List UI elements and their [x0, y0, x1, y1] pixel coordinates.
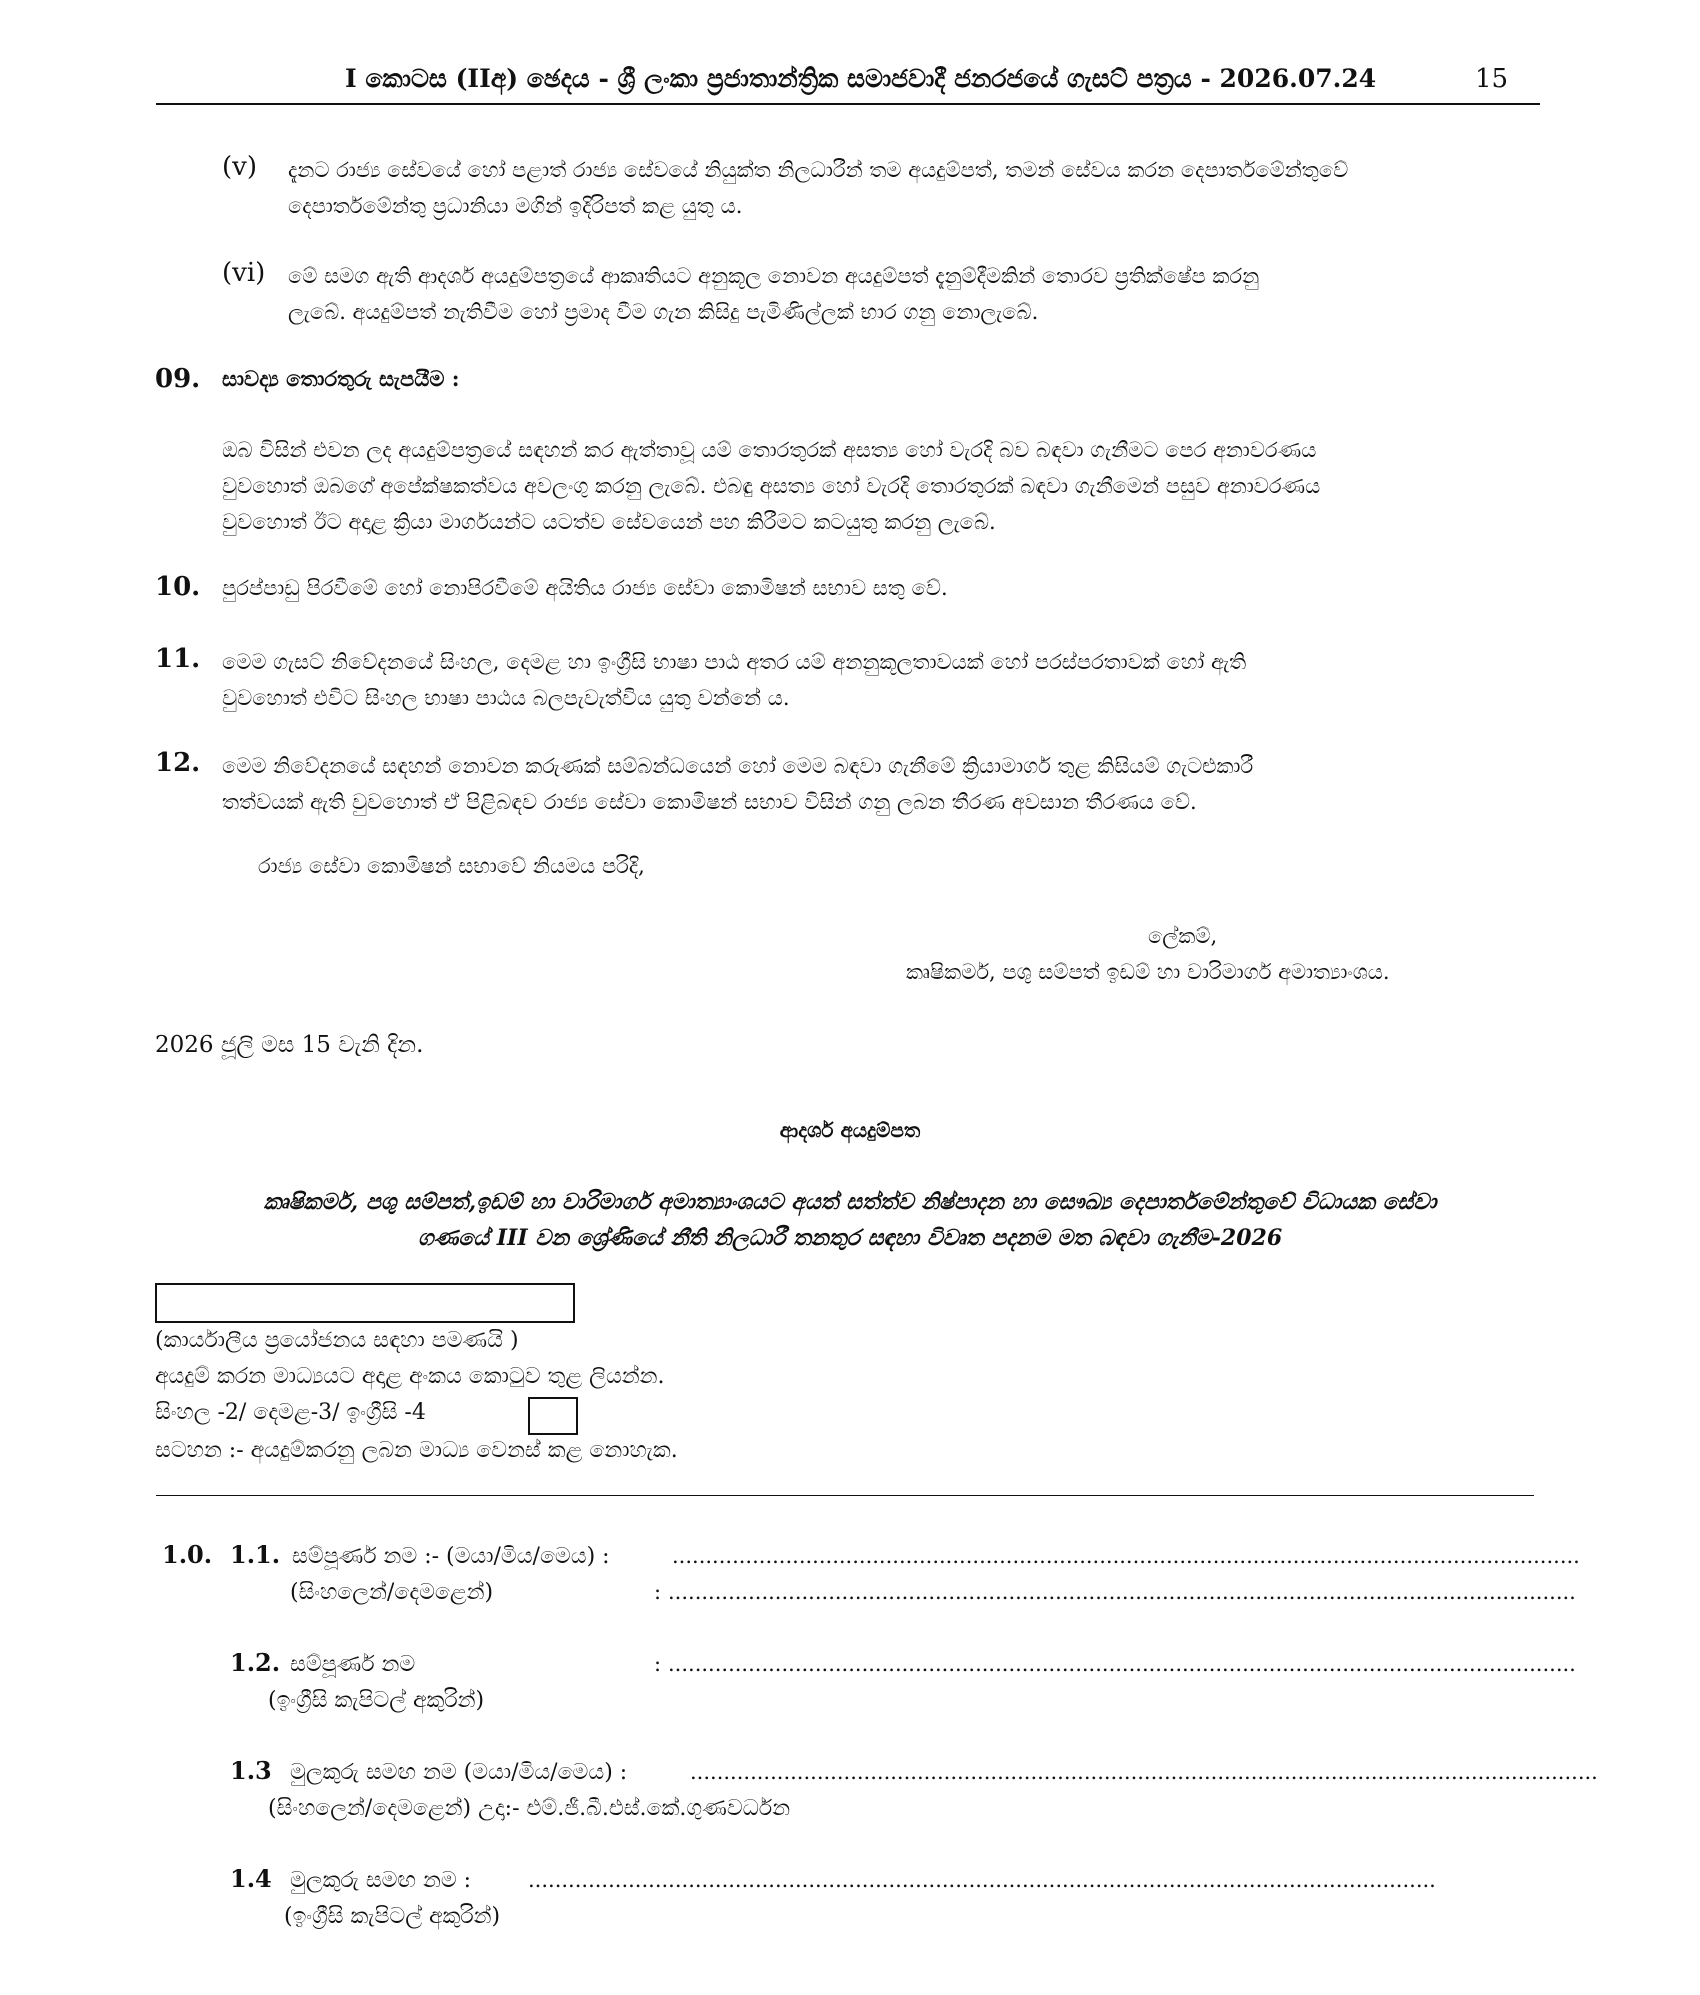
- field-1-3-sublabel: (සිංහලෙන්/දෙමළෙන්) උදා:- එම්.ජී.බී.එස්.කේ.ගුණවර්ධන: [268, 1796, 791, 1821]
- field-1-2-label: සම්පූර්ණ නම: [290, 1652, 416, 1677]
- field-1-2-colon: :: [654, 1652, 662, 1676]
- form-divider: [156, 1495, 1534, 1496]
- medium-options: සිංහල -2/ දෙමළ-3/ ඉංග්‍රීසි -4: [155, 1400, 426, 1425]
- field-1-3-input-line[interactable]: ........................................................................................................................................: [690, 1760, 1598, 1784]
- section-11-line-1: මෙම ගැසට් නිවේදනයේ සිංහල, දෙමළ හා ඉංග්‍රීසි භාෂා පාඨ අතර යම් අනනුකූලතාවයක් හෝ පරස්පරතාවක් හෝ ඇති: [222, 650, 1247, 674]
- section-12-line-2: තත්වයක් ඇති වුවහොත් ඒ පිළිබඳව රාජ්‍ය සේවා කොමිෂන් සභාව විසින් ගනු ලබන තීරණ අවසාන තීරණය වේ.: [222, 790, 1197, 814]
- section-10-number: 10.: [155, 572, 201, 602]
- medium-note: සටහන :- අයදුම්කරනු ලබන මාධ්‍ය වෙනස් කළ නොහැක.: [155, 1438, 678, 1463]
- item-v-line-2: දෙපාර්තමේන්තු ප්‍රධානියා මගින් ඉදිරිපත් කළ යුතු ය.: [288, 194, 743, 218]
- page-header-title: I කොටස (IIඅ) ඡෙදය - ශ්‍රී ලංකා ප්‍රජාතාන්ත්‍රික සමාජවාදී ජනරජයේ ගැසට් පත්‍රය - 2026.07.24: [345, 64, 1377, 93]
- section-11-line-2: වුවහොත් එවිට සිංහල භාෂා පාඨය බලපැවැත්විය යුතු වන්නේ ය.: [222, 686, 790, 710]
- item-vi-text: [288, 258, 1540, 330]
- header-rule: [156, 103, 1540, 105]
- field-1-3-label: මුලකුරු සමඟ නම (මයා/මිය/මෙය) :: [290, 1760, 628, 1785]
- section-09-number: 09.: [155, 364, 201, 394]
- form-subtitle: [120, 1184, 1580, 1256]
- field-1-3-number: 1.3: [230, 1756, 272, 1785]
- section-09-line-3: වුවහොත් ඊට අදාළ ක්‍රියා මාර්ගයන්ට යටත්ව සේවයෙන් පහ කිරීමට කටයුතු කරනු ලැබේ.: [222, 510, 996, 534]
- section-11-text: [222, 644, 1540, 716]
- field-1-1-sublabel: (සිංහලෙන්/දෙමළෙන්): [290, 1580, 494, 1605]
- field-1-1-colon-2: :: [654, 1580, 662, 1604]
- form-heading: ආදර්ශ අයදුම්පත: [779, 1118, 921, 1142]
- medium-instruction: අයදුම් කරන මාධ්‍යයට අදාළ අංකය කොටුව තුළ ලියන්න.: [155, 1364, 665, 1389]
- section-12-text: [222, 748, 1540, 820]
- signatory-title: ලේකම්,: [1148, 924, 1218, 948]
- office-use-box[interactable]: [155, 1283, 575, 1323]
- section-10-text: පුරප්පාඩු පිරවීමේ හෝ නොපිරවීමේ අයිතිය රාජ්‍ය සේවා කොමිෂන් සභාව සතු වේ.: [222, 576, 948, 600]
- notice-date: 2026 ජූලි මස 15 වැනි දින.: [155, 1032, 424, 1058]
- section-11-number: 11.: [155, 644, 201, 674]
- section-09-line-2: වුවහොත් ඔබගේ අපේක්ෂකත්වය අවලංගු කරනු ලැබේ. එබඳු අසත්‍ය හෝ වැරදි තොරතුරක් බඳවා ගැනීමෙන් පසුව අනාවරණය: [222, 474, 1321, 498]
- field-1-1-input-line[interactable]: ........................................................................................................................................: [672, 1544, 1580, 1568]
- field-1-4-number: 1.4: [230, 1864, 272, 1893]
- medium-code-box[interactable]: [528, 1397, 578, 1435]
- signatory-ministry: කෘෂිකර්ම, පශු සම්පත් ඉඩම් හා වාරිමාර්ග අමාත්‍යාංශය.: [906, 960, 1390, 984]
- field-1-0-number: 1.0.: [162, 1540, 213, 1569]
- item-vi-line-1: මේ සමග ඇති ආදර්ශ අයදුම්පත්‍රයේ ආකෘතියට අනුකූල නොවන අයදුම්පත් දැනුම්දීමකින් තොරව ප්‍රතික්ෂේප කරනු: [288, 264, 1260, 288]
- field-1-1-label: සම්පූර්ණ නම :- (මයා/මිය/මෙය) :: [292, 1544, 610, 1569]
- office-use-label: (කාර්යාලීය ප්‍රයෝජනය සඳහා පමණයි ): [155, 1328, 519, 1353]
- section-09-text: [222, 432, 1540, 540]
- section-12-line-1: මෙම නිවේදනයේ සඳහන් නොවන කරුණක් සම්බන්ධයෙන් හෝ මෙම බඳවා ගැනීමේ ක්‍රියාමාර්ග තුළ කිසියම් ගැටළුකාරී: [222, 754, 1254, 778]
- field-1-4-sublabel: (ඉංග්‍රීසි කැපිටල් අකුරින්): [284, 1904, 501, 1929]
- item-vi-number: (vi): [222, 258, 266, 288]
- field-1-2-number: 1.2.: [230, 1648, 281, 1677]
- field-1-4-input-line[interactable]: ........................................................................................................................................: [528, 1868, 1436, 1892]
- field-1-2-sublabel: (ඉංග්‍රීසි කැපිටල් අකුරින්): [268, 1688, 485, 1713]
- commission-order: රාජ්‍ය සේවා කොමිෂන් සභාවේ නියමය පරිදි,: [258, 854, 645, 878]
- section-12-number: 12.: [155, 748, 201, 778]
- form-subtitle-line-1: කෘෂිකර්ම, පශු සම්පත්,ඉඩම් හා වාරිමාර්ග අමාත්‍යාංශයට අයත් සත්ත්ව නිෂ්පාදන හා සෞඛ්‍ය දෙපාර්තමේන්තුවේ විධායක සේවා: [263, 1189, 1437, 1215]
- field-1-2-input-line[interactable]: ........................................................................................................................................: [668, 1652, 1576, 1676]
- item-vi-line-2: ලැබේ. අයදුම්පත් නැතිවීම හෝ ප්‍රමාද වීම ගැන කිසිදු පැමිණිල්ලක් භාර ගනු නොලැබේ.: [288, 300, 1039, 324]
- field-1-1-number: 1.1.: [230, 1540, 281, 1569]
- item-v-text: [288, 152, 1540, 224]
- field-1-4-label: මුලකුරු සමඟ නම :: [290, 1868, 472, 1893]
- item-v-number: (v): [222, 152, 257, 182]
- form-subtitle-line-2: ගණයේ III වන ශ්‍රේණියේ නීති නිලධාරී තනතුර සඳහා විවෘත පදනම මත බඳවා ගැනීම-2026: [417, 1225, 1283, 1251]
- field-1-1-input-line-2[interactable]: ........................................................................................................................................: [668, 1580, 1576, 1604]
- item-v-line-1: දැනට රාජ්‍ය සේවයේ හෝ පළාත් රාජ්‍ය සේවයේ නියුක්ත නිලධාරීන් තම අයදුම්පත්, තමන් සේවය කරන දෙපාර්තමේන්තුවේ: [288, 158, 1349, 182]
- section-09-line-1: ඔබ විසින් එවන ලද අයදුම්පත්‍රයේ සඳහන් කර ඇත්තාවූ යම් තොරතුරක් අසත්‍ය හෝ වැරදි බව බඳවා ගැනීමට පෙර අනාවරණය: [222, 438, 1317, 462]
- page-number: 15: [1475, 64, 1509, 94]
- section-09-title: සාවද්‍ය තොරතුරු සැපයීම :: [222, 366, 460, 391]
